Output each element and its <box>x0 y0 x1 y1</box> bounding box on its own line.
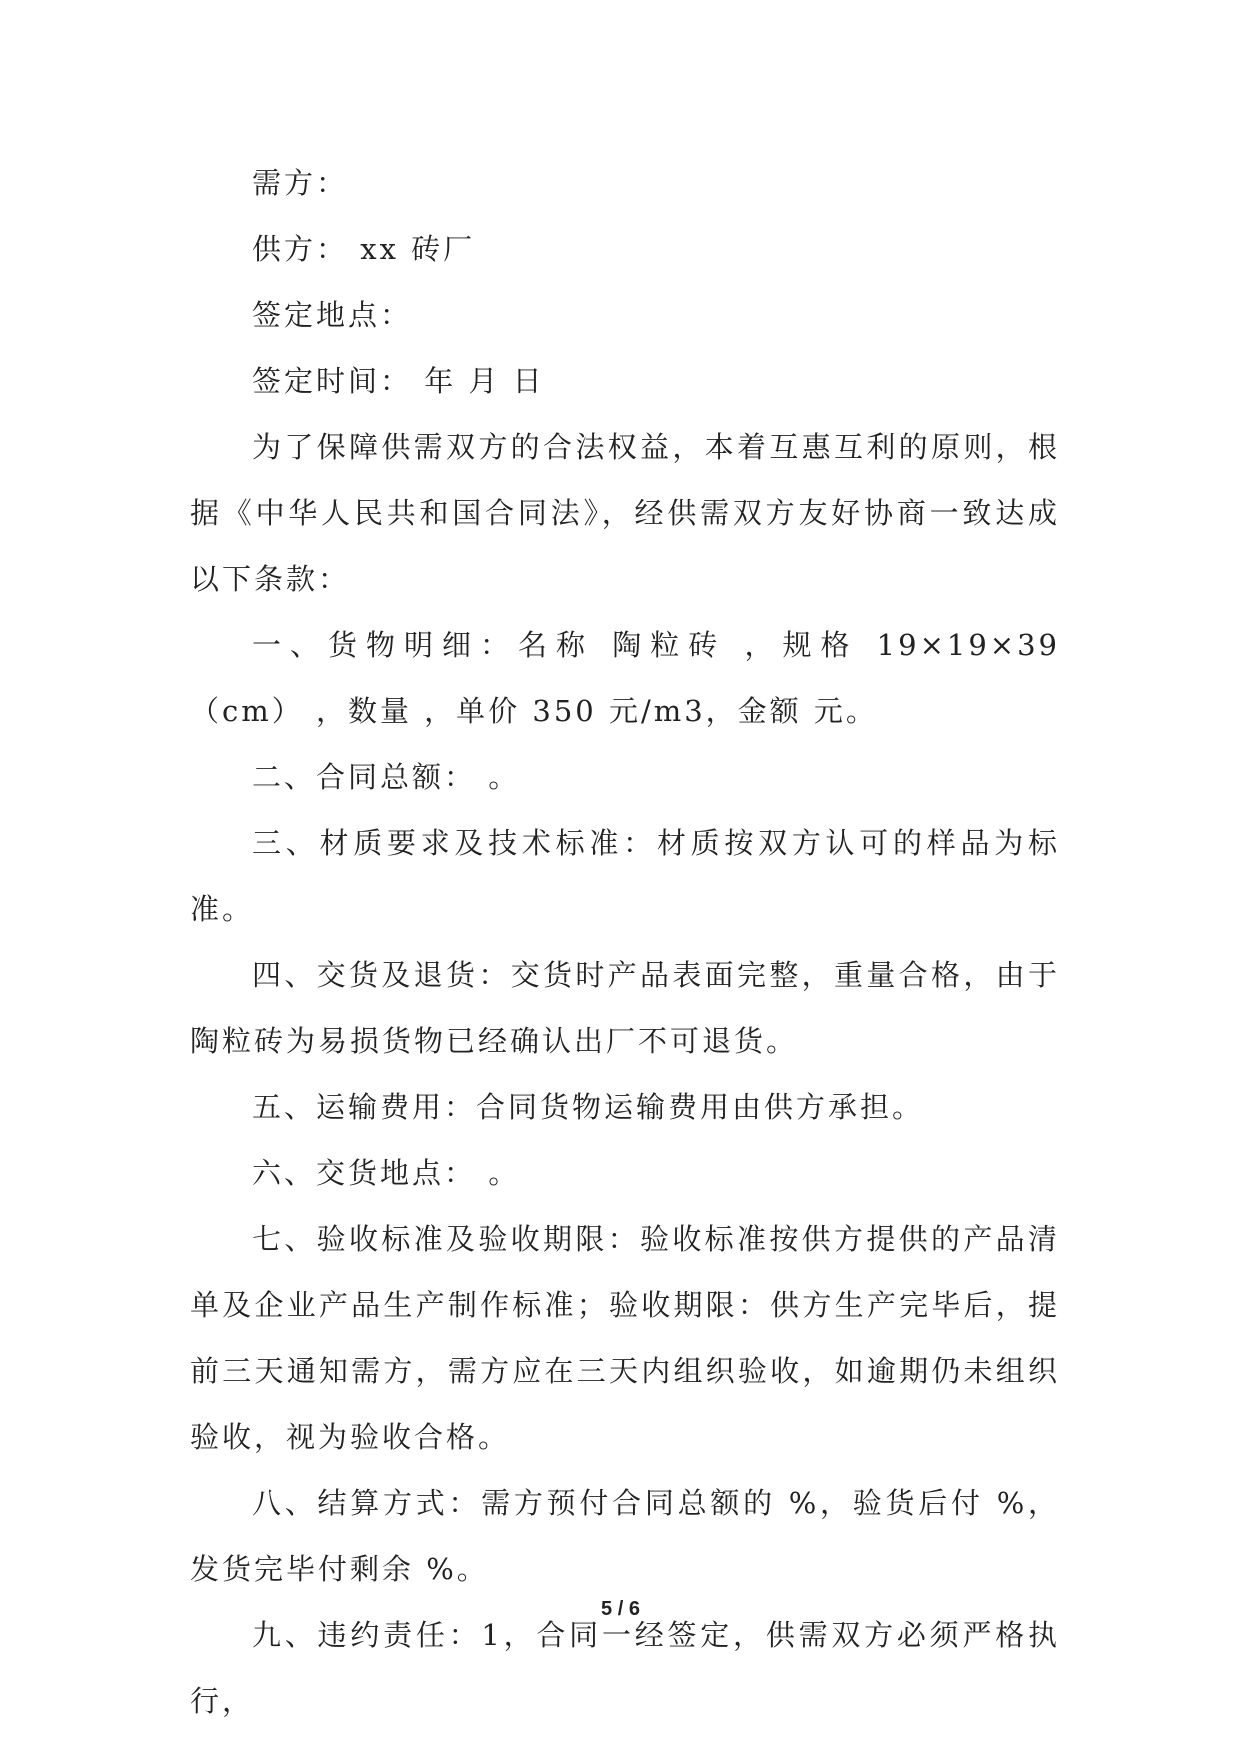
clause-4-delivery-returns: 四、交货及退货：交货时产品表面完整，重量合格，由于陶粒砖为易损货物已经确认出厂不可退货。 <box>190 958 1060 1058</box>
page-number: 5 / 6 <box>601 1598 640 1620</box>
clause-7-acceptance: 七、验收标准及验收期限：验收标准按供方提供的产品清单及企业产品生产制作标准；验收期限：供方生产完毕后，提前三天通知需方，需方应在三天内组织验收，如逾期仍未组织验收，视为验收合格。 <box>190 1222 1060 1454</box>
supplier-line: 供方： xx 砖厂 <box>252 232 476 266</box>
clause-2-total: 二、合同总额： 。 <box>252 760 521 794</box>
contract-body <box>190 150 1060 1734</box>
clause-9-liability: 九、违约责任：1，合同一经签定，供需双方必须严格执行， <box>190 1618 1060 1718</box>
preamble-paragraph: 为了保障供需双方的合法权益，本着互惠互利的原则，根据《中华人民共和国合同法》，经供需双方友好协商一致达成以下条款： <box>190 430 1060 596</box>
clause-5-transport: 五、运输费用：合同货物运输费用由供方承担。 <box>252 1090 925 1124</box>
clause-8-payment: 八、结算方式：需方预付合同总额的 %，验货后付 %，发货完毕付剩余 %。 <box>190 1486 1060 1586</box>
clause-6-delivery-place: 六、交货地点： 。 <box>252 1156 521 1190</box>
clause-3-quality: 三、材质要求及技术标准：材质按双方认可的样品为标准。 <box>190 826 1060 926</box>
signing-place-line: 签定地点： <box>252 298 413 332</box>
buyer-line: 需方： <box>252 166 349 200</box>
clause-1-goods: 一、货物明细：名称 陶粒砖 ，规格 19×19×39 （cm） ，数量 ，单价 350 元/m3，金额 元。 <box>190 628 1060 728</box>
signing-date-line: 签定时间： 年 月 日 <box>252 364 545 398</box>
